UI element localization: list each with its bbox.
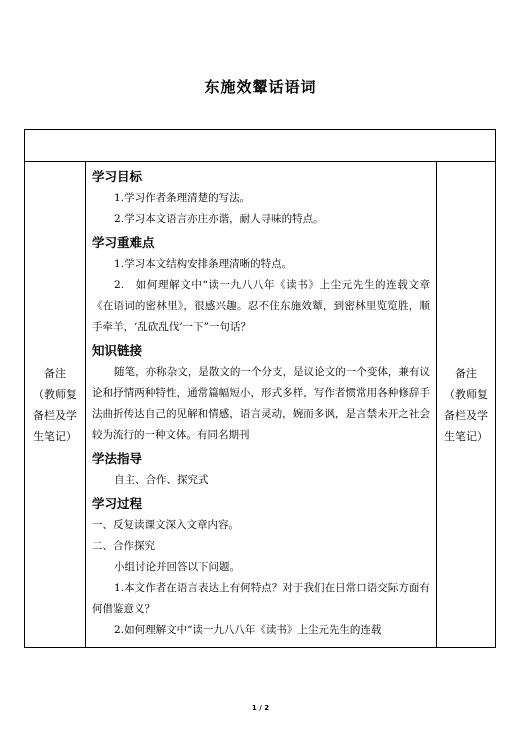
left-note-line: 备栏及学 — [33, 408, 77, 422]
section-heading-process: 学习过程 — [92, 496, 143, 511]
page-number: 1 / 2 — [251, 704, 270, 712]
main-content-column — [86, 164, 436, 647]
process-step: 一、反复读课文深入文章内容。 — [92, 519, 239, 531]
key-point-item: 2. 如何理解文中“读一九八八年《读书》上尘元先生的连载文章《在语词的密林里》，很感兴趣。忍不住东施效颦，到密林里览览胜，顺手牵羊，‘乱砍乱伐’一下”一句话？ — [92, 279, 430, 333]
knowledge-paragraph: 随笔，亦称杂文，是散文的一个分支，是议论文的一个变体，兼有议论和抒情两种特性，通常篇幅短小，形式多样，写作者惯常用各种修辞手法曲折传达自己的见解和情感，语言灵动，婉而多讽，是言禁未开之社会较为流行的一种文体。有同名期刊 — [92, 366, 430, 441]
section-heading-method: 学法指导 — [92, 451, 143, 466]
header-row-divider — [25, 161, 495, 162]
goal-item: 2.学习本文语言亦庄亦谐，耐人寻味的特点。 — [114, 213, 324, 225]
right-note-line: （教师复 — [444, 387, 488, 401]
right-note-line: 备栏及学 — [444, 408, 488, 422]
section-heading-key-points: 学习重难点 — [92, 235, 155, 250]
right-notes-column — [437, 162, 495, 647]
section-heading-knowledge: 知识链接 — [92, 343, 143, 358]
goal-item: 1.学习作者条理清楚的写法。 — [114, 192, 251, 204]
left-note-line: 生笔记） — [33, 429, 77, 443]
right-note-line: 备注 — [455, 366, 477, 380]
right-note-line: 生笔记） — [444, 429, 488, 443]
left-note-line: 备注 — [44, 366, 66, 380]
process-step: 二、合作探究 — [92, 540, 155, 552]
lesson-table — [24, 129, 496, 648]
process-step: 小组讨论并回答以下问题。 — [114, 561, 241, 573]
process-question: 1.本文作者在语言表达上有何特点？对于我们在日常口语交际方面有何借鉴意义？ — [92, 582, 430, 615]
process-question: 2.如何理解文中“读一九八八年《读书》上尘元先生的连载 — [114, 624, 382, 636]
key-point-item: 1.学习本文结构安排条理清晰的特点。 — [114, 258, 293, 270]
section-heading-goals: 学习目标 — [92, 169, 143, 184]
left-note-line: （教师复 — [33, 387, 77, 401]
left-notes-column — [25, 162, 85, 647]
page-title: 东施效颦话语词 — [204, 78, 317, 96]
method-paragraph: 自主、合作、探究式 — [114, 474, 209, 486]
